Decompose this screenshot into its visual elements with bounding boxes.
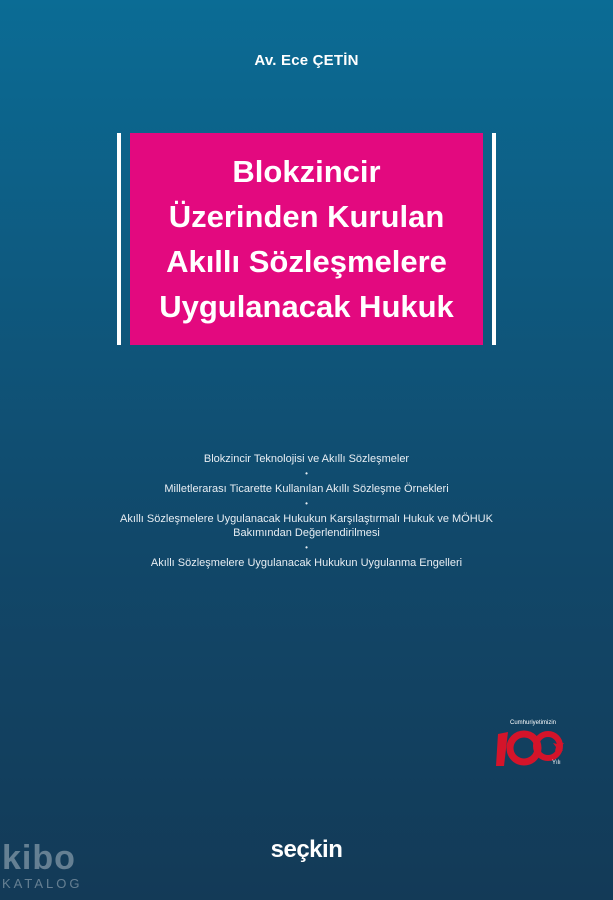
title-line: Blokzincir [232,154,381,189]
anniversary-top-text: Cumhuriyetimizin [510,720,557,726]
bullet-separator: • [305,469,308,478]
topic-item: Akıllı Sözleşmelere Uygulanacak Hukukun Uygulanma Engelleri [150,557,463,569]
kibo-watermark [2,840,82,892]
republic-100-logo [492,720,572,772]
bullet-separator: • [305,499,308,508]
topic-item: Akıllı Sözleşmelere Uygulanacak Hukukun Karşılaştırmalı Hukuk ve MÖHUK [120,513,493,525]
title-right-bar [492,133,496,345]
watermark-brand: kibo [2,839,76,877]
title-left-bar [117,133,121,345]
topic-item: Milletlerarası Ticarette Kullanılan Akıllı Sözleşme Örnekleri [164,483,449,495]
title-line: Üzerinden Kurulan [168,199,445,234]
bullet-separator: • [305,543,308,552]
title-line: Uygulanacak Hukuk [159,289,454,324]
title-box [130,133,483,345]
topic-list [0,452,613,570]
watermark-sub: KATALOG [2,876,83,891]
author-name: Av. Ece ÇETİN [254,52,359,69]
topic-item: Blokzincir Teknolojisi ve Akıllı Sözleşmeler [203,453,410,465]
title-line: Akıllı Sözleşmelere [166,244,447,279]
topic-item: Bakımından Değerlendirilmesi [233,527,380,539]
anniversary-bottom-text: Yılı [552,760,561,766]
publisher-logo: seçkin [270,836,343,863]
